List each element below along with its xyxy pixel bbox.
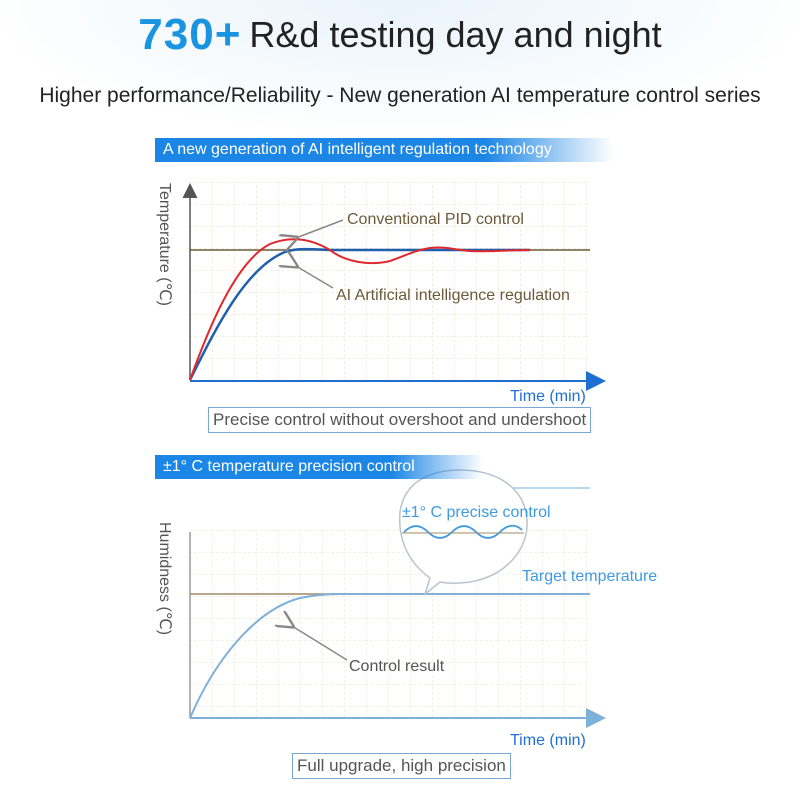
section2-banner: ±1° C temperature precision control bbox=[155, 455, 483, 479]
chart1-x-label: Time (min) bbox=[510, 388, 586, 405]
headline-title: R&d testing day and night bbox=[249, 14, 662, 55]
section1-banner: A new generation of AI intelligent regulation technology bbox=[155, 138, 613, 162]
headline-number: 730+ bbox=[138, 10, 242, 59]
chart2-target-label: Target temperature bbox=[522, 568, 658, 585]
section1-caption: Precise control without overshoot and undershoot bbox=[208, 407, 591, 433]
chart1 bbox=[156, 182, 602, 405]
subtitle: Higher performance/Reliability - New generation AI temperature control series bbox=[39, 84, 761, 107]
chart1-pid-label: Conventional PID control bbox=[347, 211, 524, 228]
section2-caption: Full upgrade, high precision bbox=[292, 753, 511, 779]
chart1-ai-label: AI Artificial intelligence regulation bbox=[336, 287, 570, 304]
chart2-result-label: Control result bbox=[349, 658, 445, 675]
chart2-y-label: Humidness (℃) bbox=[156, 522, 173, 636]
chart2 bbox=[156, 470, 657, 749]
bubble-label: ±1° C precise control bbox=[402, 504, 551, 521]
chart1-y-label: Temperature (℃) bbox=[156, 183, 173, 306]
chart2-x-label: Time (min) bbox=[510, 732, 586, 749]
chart2-grid bbox=[190, 530, 590, 718]
